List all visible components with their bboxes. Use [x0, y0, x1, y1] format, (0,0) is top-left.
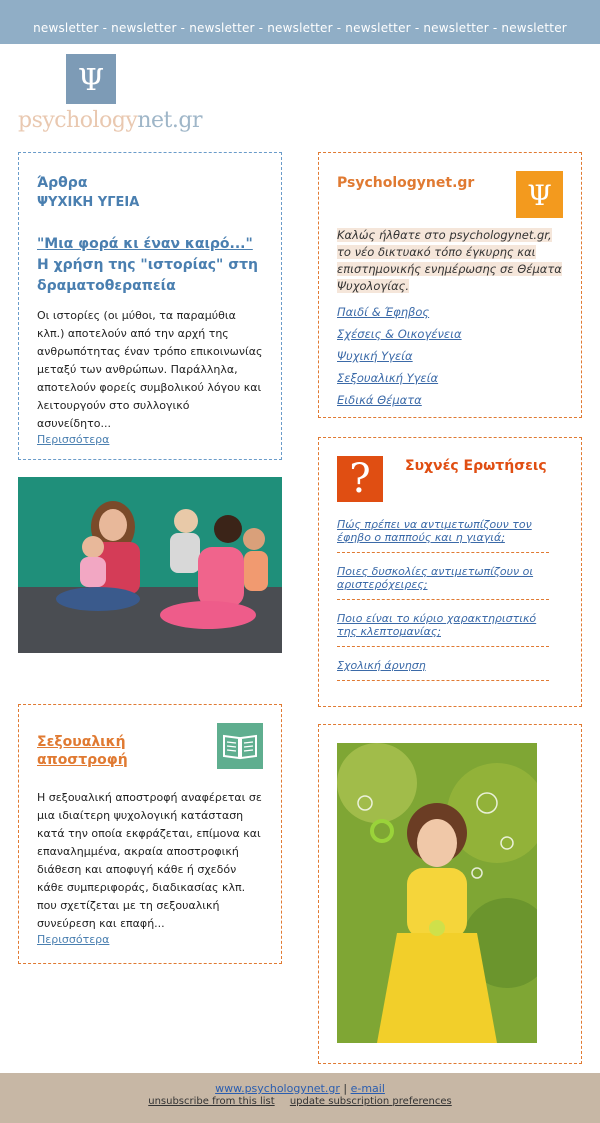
sexual-aversion-more-link[interactable]: Περισσότερα	[37, 933, 110, 946]
footer-site-link[interactable]: www.psychologynet.gr	[215, 1082, 340, 1095]
faq-question[interactable]: Ποιες δυσκολίες αντιμετωπίζουν οι αριστερόχειρες;	[337, 565, 549, 600]
welcome-intro: Καλώς ήλθατε στο psychologynet.gr, το νέο δικτυακό τόπο έγκυρης και επιστημονικής ενημέρωσης σε Θέματα Ψυχολογίας.	[337, 228, 562, 293]
update-preferences-link[interactable]: update subscription preferences	[289, 1096, 452, 1107]
faq-question[interactable]: Ποιο είναι το κύριο χαρακτηριστικό της κλεπτομανίας;	[337, 612, 549, 647]
faq-list	[337, 518, 549, 693]
footer	[0, 1073, 600, 1123]
svg-text:Ψ: Ψ	[77, 63, 105, 98]
faq-question[interactable]: Σχολική άρνηση	[337, 659, 549, 681]
welcome-title: Psychologynet.gr	[337, 175, 475, 191]
header-strip-text: newsletter - newsletter - newsletter - newsletter - newsletter - newsletter - newsletter	[33, 21, 567, 35]
sexual-aversion-title[interactable]: Σεξουαλική αποστροφή	[37, 734, 128, 768]
footer-links	[0, 1082, 600, 1095]
svg-text:Ψ: Ψ	[527, 179, 552, 212]
site-logo[interactable]	[18, 52, 202, 138]
sexual-aversion-excerpt: Η σεξουαλική αποστροφή αναφέρεται σε μια ιδιαίτερη ψυχολογική κατάσταση κατά την οποία εκφράζεται, επίμονα και επαναλημμένα, ακραία αποστροφική διάθεση και αποφυγή κάθε ή σχεδόν κάθε συμπεριφοράς, διαδικασίας κλπ. που σχετίζεται με τη σεξουαλική συνεύρεση και επαφή...	[37, 791, 262, 930]
article-excerpt: Οι ιστορίες (οι μύθοι, τα παραμύθια κλπ.) αποτελούν από την αρχή της ανθρωπότητας έναν τρόπο επικοινωνίας μεταξύ των ανθρώπων. Παράλληλα, αποτελούν φορείς συμβολικού λόγου και λειτουργούν στο συλλογικό ασυνείδητο...	[37, 309, 263, 430]
footer-subscription-links	[0, 1096, 600, 1107]
sexual-aversion-card	[18, 704, 282, 964]
category-label: ΨΥΧΙΚΗ ΥΓΕΙΑ	[37, 195, 140, 210]
category-links	[337, 305, 563, 415]
faq-question[interactable]: Πώς πρέπει να αντιμετωπίζουν τον έφηβο ο παππούς και η γιαγιά;	[337, 518, 549, 553]
category-link-special-topics[interactable]: Ειδικά Θέματα	[337, 393, 422, 407]
article-more-link[interactable]: Περισσότερα	[37, 433, 110, 446]
category-link-child-teen[interactable]: Παιδί & Έφηβος	[337, 305, 430, 319]
articles-card	[18, 152, 282, 460]
footer-email-link[interactable]: e-mail	[350, 1082, 385, 1095]
question-mark-icon: ?	[337, 456, 383, 502]
welcome-card	[318, 152, 582, 418]
psi-logo-icon	[66, 54, 116, 104]
category-link-mental-health[interactable]: Ψυχική Υγεία	[337, 349, 413, 363]
category-link-sexual-health[interactable]: Σεξουαλική Υγεία	[337, 371, 439, 385]
children-storytelling-photo	[18, 477, 282, 653]
article-subtitle: Η χρήση της "ιστορίας" στη δραματοθεραπεία	[37, 257, 258, 294]
section-label: Άρθρα	[37, 175, 88, 191]
unsubscribe-link[interactable]: unsubscribe from this list	[148, 1096, 275, 1107]
faq-title: Συχνές Ερωτήσεις	[405, 458, 547, 474]
category-link-relationships-family[interactable]: Σχέσεις & Οικογένεια	[337, 327, 462, 341]
faq-card	[318, 437, 582, 707]
article-title[interactable]	[37, 234, 263, 297]
logo-wordmark: psychologynet.gr	[18, 108, 202, 133]
newsletter-header-strip	[0, 0, 600, 44]
article-title-link[interactable]: "Μια φορά κι έναν καιρό..."	[37, 236, 253, 252]
book-icon	[217, 723, 263, 769]
footer-separator: |	[343, 1082, 348, 1095]
psi-icon	[516, 171, 563, 218]
girl-blowing-bubbles-photo	[337, 743, 537, 1043]
